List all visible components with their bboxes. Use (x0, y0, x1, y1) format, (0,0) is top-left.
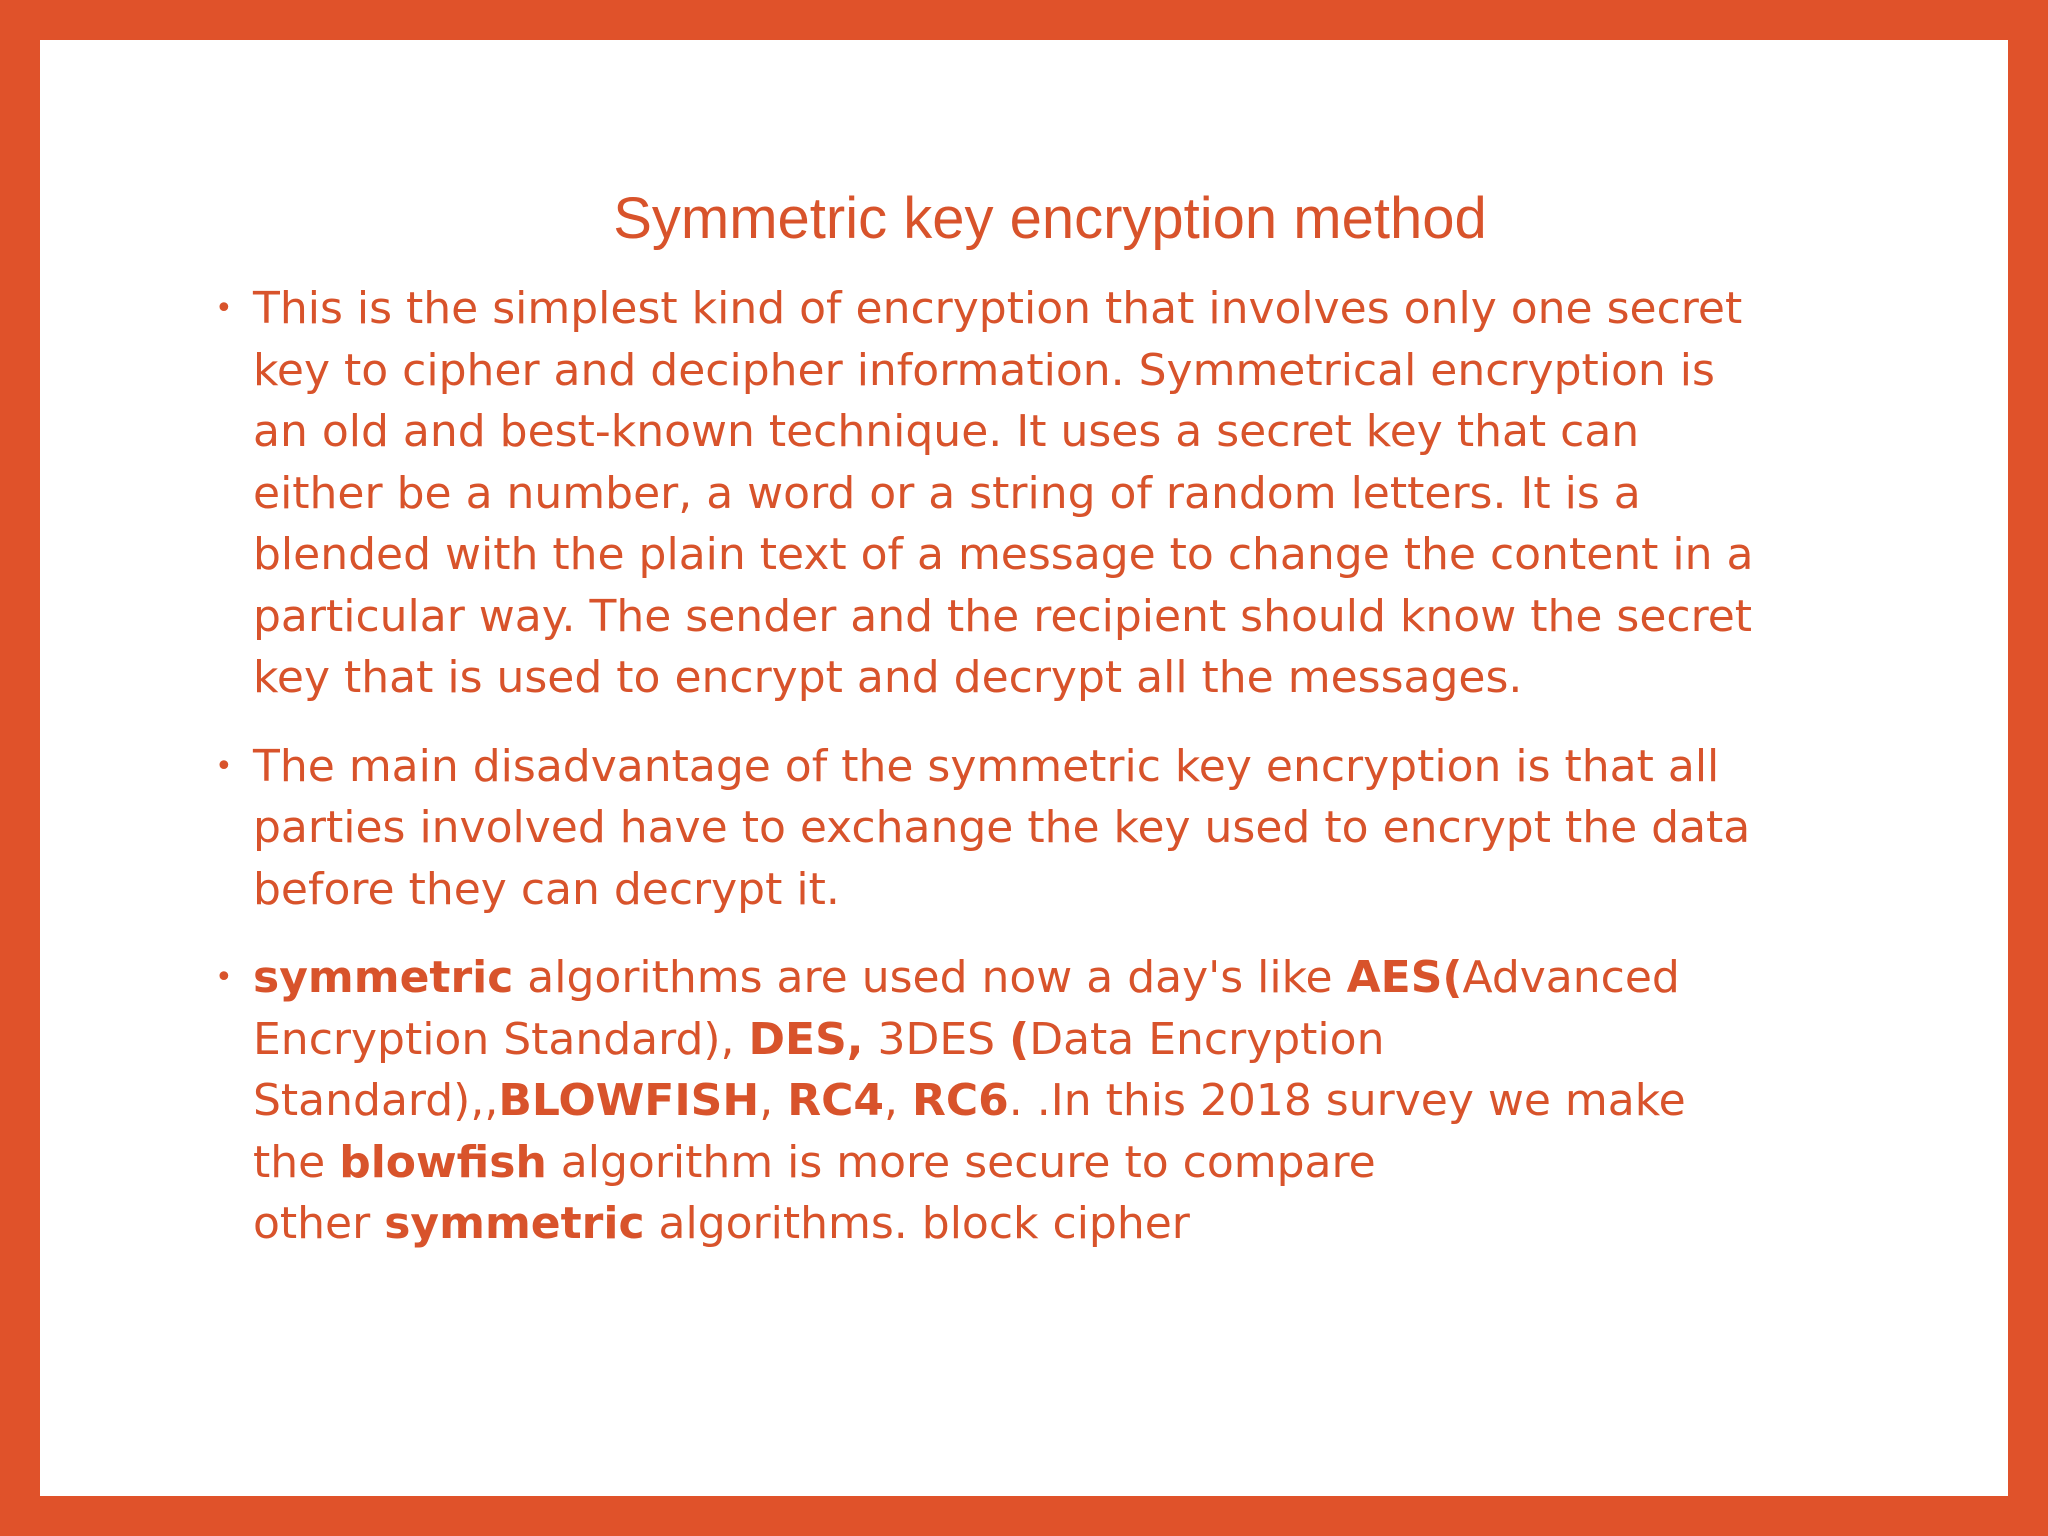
bullet-item-disadvantage (213, 736, 1853, 921)
bold-term: symmetric (384, 1198, 645, 1249)
bullet-dot-icon: • (215, 748, 233, 784)
text-line: This is the simplest kind of encryption that involves only one secret (253, 283, 1743, 334)
text-run: algorithms are used now a day's like (513, 952, 1347, 1003)
bold-term: RC6 (911, 1075, 1009, 1126)
text-run: Advanced (1462, 952, 1680, 1003)
text-line (253, 1193, 1853, 1255)
text-line (253, 1132, 1853, 1194)
text-line: key to cipher and decipher information. Symmetrical encryption is (253, 344, 1715, 396)
bullet-item-definition (213, 278, 1853, 709)
text-line (253, 1070, 1853, 1132)
text-run: . .In this 2018 survey we make (1008, 1075, 1686, 1126)
bullet-dot-icon: • (215, 960, 233, 995)
bold-term: DES, (748, 1013, 864, 1065)
text-run: , (759, 1075, 788, 1126)
bold-term: ( (1009, 1013, 1030, 1065)
text-line: blended with the plain text of a message to change the content in a (253, 529, 1754, 580)
text-run: the (253, 1136, 340, 1188)
text-run: 3DES (863, 1013, 1010, 1065)
text-run: algorithm is more secure to compare (546, 1136, 1376, 1188)
text-run: , (883, 1075, 912, 1126)
slide-title: Symmetric key encryption method (613, 186, 1487, 251)
text-line (253, 1009, 1853, 1071)
bold-term: symmetric (253, 952, 514, 1003)
bold-term: blowfish (339, 1136, 547, 1188)
text-line: before they can decrypt it. (253, 863, 840, 915)
text-run: Data Encryption (1029, 1013, 1385, 1065)
bullet-dot-icon: • (215, 291, 233, 326)
text-line (253, 947, 1853, 1009)
text-line: key that is used to encrypt and decrypt all the messages. (253, 652, 1523, 703)
text-run: Encryption Standard), (253, 1013, 749, 1065)
text-line: either be a number, a word or a string of random letters. It is a (253, 467, 1641, 519)
text-line: an old and best-known technique. It uses a secret key that can (253, 406, 1640, 457)
text-run: other (253, 1198, 385, 1249)
bold-term: AES( (1346, 952, 1463, 1003)
bullet-item-algorithms (213, 947, 1853, 1255)
text-line: particular way. The sender and the recipient should know the secret (253, 590, 1753, 642)
text-run: algorithms. block cipher (644, 1198, 1190, 1249)
text-run: Standard),, (253, 1075, 499, 1126)
text-line: parties involved have to exchange the key used to encrypt the data (253, 802, 1751, 853)
text-line: The main disadvantage of the symmetric key encryption is that all (253, 740, 1720, 792)
bullet-list (213, 278, 1853, 1282)
bold-term: BLOWFISH (498, 1075, 760, 1126)
bold-term: RC4 (787, 1075, 884, 1126)
